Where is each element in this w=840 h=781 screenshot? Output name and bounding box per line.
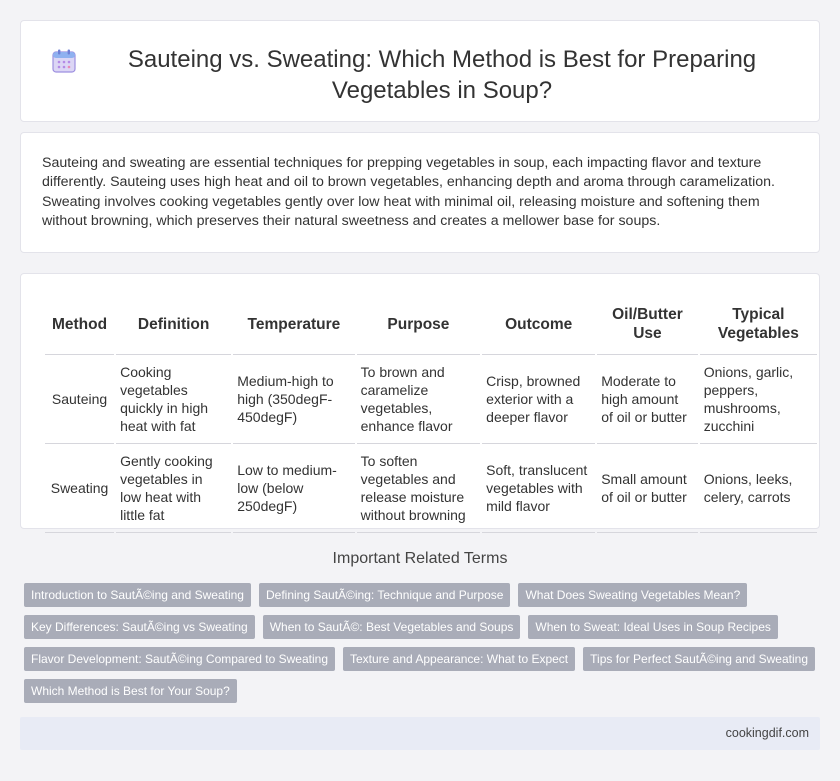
related-term-tag[interactable]: Defining SautÃ©ing: Technique and Purpose: [259, 583, 510, 607]
cell-purpose: To soften vegetables and release moisture without browning: [357, 444, 481, 533]
comparison-table: [43, 294, 819, 533]
table-header-row: [45, 294, 817, 355]
cell-definition: Cooking vegetables quickly in high heat with fat: [116, 355, 231, 444]
page-title: Sauteing vs. Sweating: Which Method is Best for Preparing Vegetables in Soup?: [127, 46, 757, 104]
cell-method: Sauteing: [45, 355, 114, 444]
header-method: Method: [45, 294, 114, 355]
header-oil-butter-use: Oil/Butter Use: [597, 294, 697, 355]
cell-definition: Gently cooking vegetables in low heat with little fat: [116, 444, 231, 533]
related-term-tag[interactable]: Which Method is Best for Your Soup?: [24, 679, 237, 703]
cell-oil-butter-use: Moderate to high amount of oil or butter: [597, 355, 697, 444]
related-term-tag[interactable]: What Does Sweating Vegetables Mean?: [518, 583, 747, 607]
cell-typical-vegetables: Onions, leeks, celery, carrots: [700, 444, 817, 533]
title-card: [20, 20, 820, 122]
header-purpose: Purpose: [357, 294, 481, 355]
cell-outcome: Soft, translucent vegetables with mild flavor: [482, 444, 595, 533]
title-row: [21, 21, 819, 106]
footer-bar: [20, 717, 820, 750]
intro-card: [20, 132, 820, 253]
table-row: [45, 355, 817, 444]
table-row: [45, 444, 817, 533]
cell-temperature: Medium-high to high (350degF-450degF): [233, 355, 354, 444]
header-typical-vegetables: Typical Vegetables: [700, 294, 817, 355]
cell-temperature: Low to medium-low (below 250degF): [233, 444, 354, 533]
footer-site-name[interactable]: cookingdif.com: [725, 726, 809, 740]
cell-purpose: To brown and caramelize vegetables, enhance flavor: [357, 355, 481, 444]
intro-paragraph: Sauteing and sweating are essential techniques for prepping vegetables in soup, each impacting flavor and texture differently. Sauteing uses high heat and oil to brown vegetables, enhancing depth and aroma through caramelization. Sweating involves cooking vegetables gently over low heat with minimal oil, releasing moisture and softening them without browning, which preserves their natural sweetness and creates a mellower base for soups.: [42, 155, 775, 230]
cell-method: Sweating: [45, 444, 114, 533]
related-term-tag[interactable]: Texture and Appearance: What to Expect: [343, 647, 575, 671]
header-outcome: Outcome: [482, 294, 595, 355]
comparison-table-card: [20, 273, 820, 529]
header-temperature: Temperature: [233, 294, 354, 355]
related-term-tag[interactable]: Introduction to SautÃ©ing and Sweating: [24, 583, 251, 607]
related-term-tag[interactable]: Tips for Perfect SautÃ©ing and Sweating: [583, 647, 815, 671]
related-term-tag[interactable]: When to SautÃ©: Best Vegetables and Soups: [263, 615, 521, 639]
cell-outcome: Crisp, browned exterior with a deeper flavor: [482, 355, 595, 444]
header-definition: Definition: [116, 294, 231, 355]
related-term-tag[interactable]: Flavor Development: SautÃ©ing Compared to Sweating: [24, 647, 335, 671]
related-term-tag[interactable]: Key Differences: SautÃ©ing vs Sweating: [24, 615, 255, 639]
related-terms-list: [24, 583, 824, 711]
related-terms-heading: Important Related Terms: [332, 550, 508, 567]
cell-typical-vegetables: Onions, garlic, peppers, mushrooms, zucchini: [700, 355, 817, 444]
related-term-tag[interactable]: When to Sweat: Ideal Uses in Soup Recipes: [528, 615, 777, 639]
calendar-icon: [51, 48, 77, 74]
cell-oil-butter-use: Small amount of oil or butter: [597, 444, 697, 533]
